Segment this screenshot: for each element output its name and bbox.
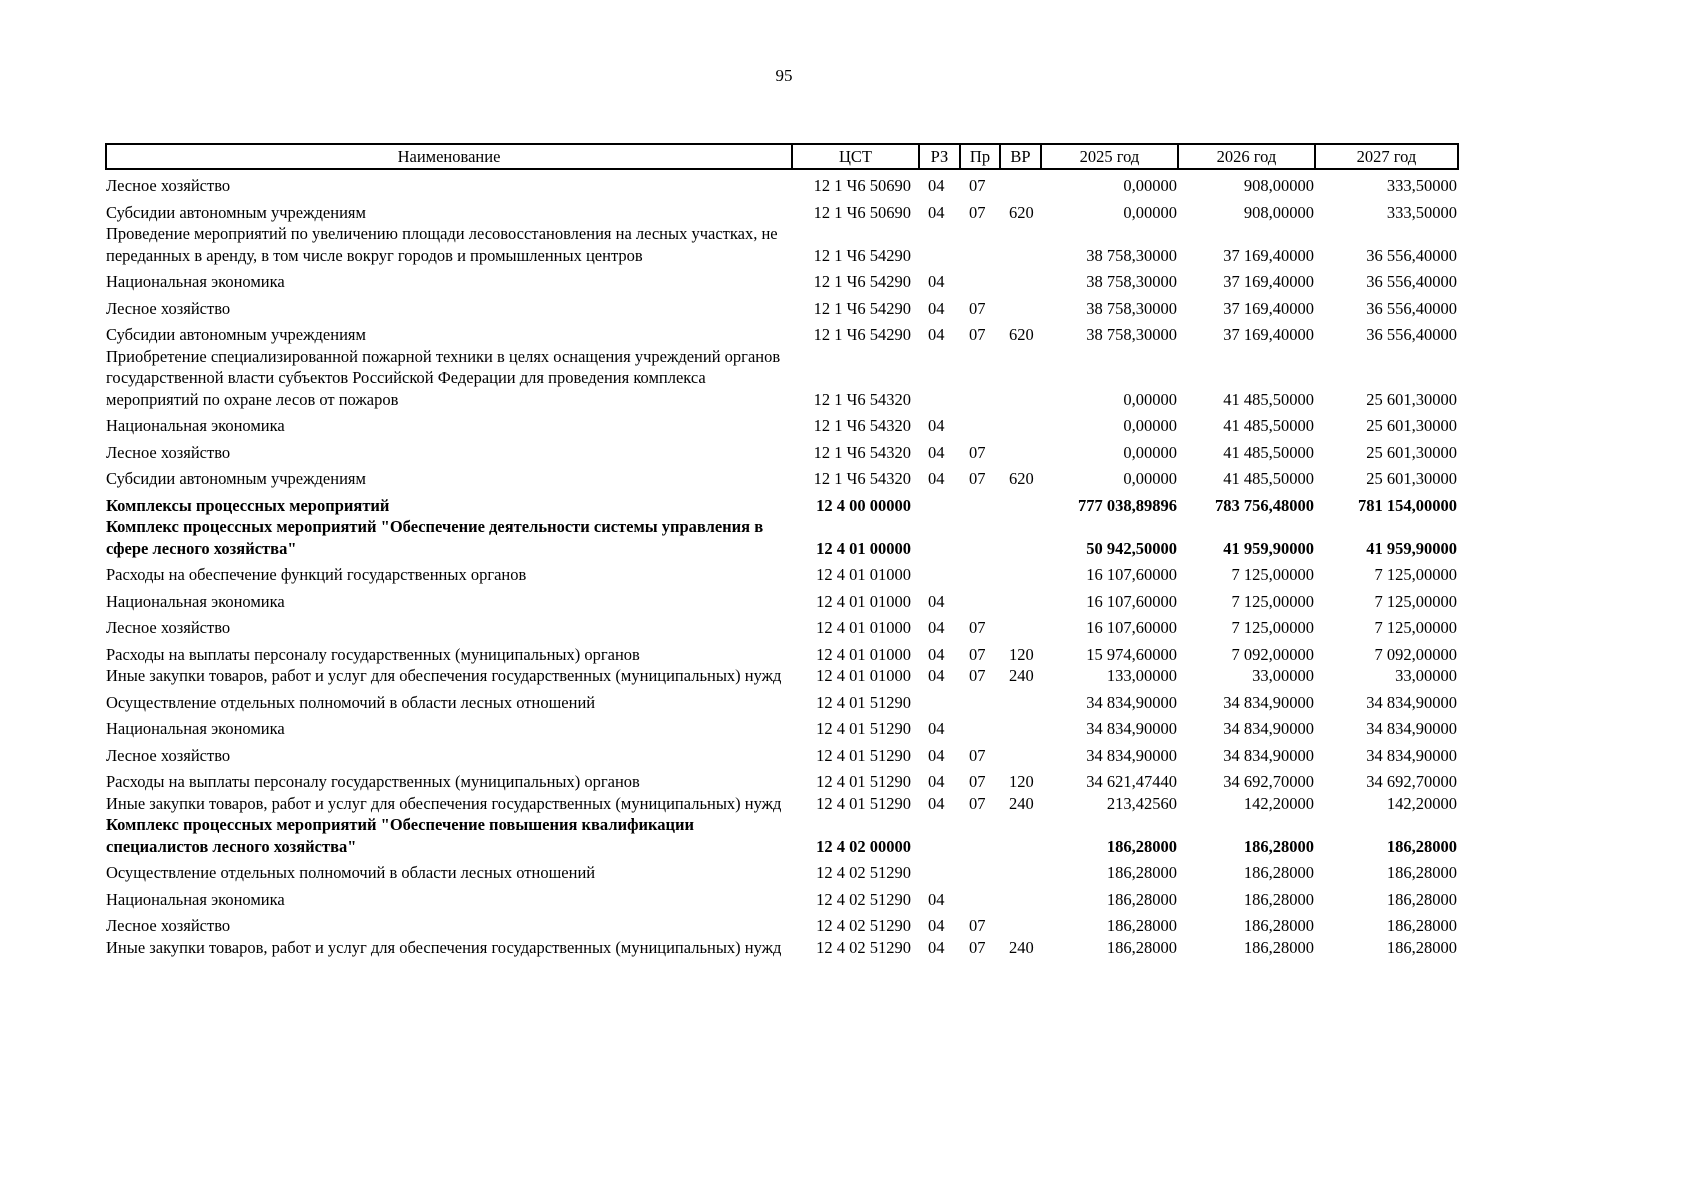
row-vr <box>1000 612 1041 639</box>
row-vr <box>1000 740 1041 767</box>
row-cst: 12 4 01 01000 <box>816 591 911 611</box>
row-rz: 04 <box>928 937 945 957</box>
table-row <box>106 639 1458 666</box>
row-name: Лесное хозяйство <box>106 298 231 318</box>
row-cst: 12 4 02 51290 <box>816 937 911 957</box>
row-rz: 04 <box>928 469 945 488</box>
row-value-2025: 186,28000 <box>1106 916 1177 935</box>
row-value-2027: 34 834,90000 <box>1366 745 1457 765</box>
table-row <box>106 857 1458 884</box>
row-value-2026: 908,00000 <box>1243 202 1314 222</box>
row-value-2025: 38 758,30000 <box>1086 272 1177 291</box>
row-value-2026: 37 169,40000 <box>1223 298 1314 318</box>
page-number: 95 <box>775 66 793 85</box>
table-row <box>106 884 1458 911</box>
row-cst: 12 1 Ч6 50690 <box>813 176 911 195</box>
row-rz <box>919 559 960 586</box>
row-value-2027: 7 125,00000 <box>1374 618 1457 637</box>
row-value-2025: 133,00000 <box>1106 666 1177 685</box>
row-cst: 12 4 01 00000 <box>816 538 911 558</box>
row-cst: 12 4 01 51290 <box>816 719 911 738</box>
row-name: Национальная экономика <box>106 416 285 435</box>
row-value-2025: 186,28000 <box>1106 836 1177 856</box>
row-value-2027: 34 692,70000 <box>1366 772 1457 791</box>
row-value-2025: 38 758,30000 <box>1086 298 1177 318</box>
row-rz: 04 <box>928 916 945 935</box>
row-rz: 04 <box>928 666 945 685</box>
row-vr: 620 <box>1009 202 1034 222</box>
row-cst: 12 1 Ч6 54290 <box>813 245 911 265</box>
row-name: Расходы на обеспечение функций государственных органов <box>106 565 527 584</box>
row-value-2025: 186,28000 <box>1106 937 1177 957</box>
row-pr: 07 <box>969 745 986 765</box>
row-cst: 12 1 Ч6 54320 <box>813 469 911 488</box>
row-vr <box>1000 687 1041 714</box>
row-name: Лесное хозяйство <box>106 745 231 765</box>
row-pr <box>960 713 1000 740</box>
row-vr <box>1000 814 1041 857</box>
table-row <box>106 766 1458 793</box>
row-value-2025: 213,42560 <box>1106 793 1177 813</box>
row-pr <box>960 490 1000 517</box>
row-pr: 07 <box>969 618 986 637</box>
table-row <box>106 266 1458 293</box>
row-rz: 04 <box>928 442 945 462</box>
row-value-2027: 186,28000 <box>1386 863 1457 882</box>
row-rz: 04 <box>928 889 945 909</box>
row-value-2025: 0,00000 <box>1123 202 1177 222</box>
row-value-2026: 783 756,48000 <box>1215 495 1314 515</box>
row-rz <box>919 346 960 411</box>
table-row <box>106 687 1458 714</box>
row-value-2027: 7 125,00000 <box>1374 565 1457 584</box>
row-rz: 04 <box>928 719 945 738</box>
row-vr <box>1000 223 1041 266</box>
row-vr: 120 <box>1009 772 1034 791</box>
table-row <box>106 910 1458 937</box>
row-vr: 620 <box>1009 469 1034 488</box>
row-cst: 12 1 Ч6 54320 <box>813 442 911 462</box>
row-rz <box>919 223 960 266</box>
row-rz: 04 <box>928 202 945 222</box>
row-value-2025: 0,00000 <box>1123 416 1177 435</box>
row-value-2025: 34 834,90000 <box>1086 745 1177 765</box>
table-row <box>106 319 1458 346</box>
table-row <box>106 612 1458 639</box>
header-name: Наименование <box>106 144 792 169</box>
row-value-2026: 41 485,50000 <box>1223 389 1314 409</box>
header-vr: ВР <box>1000 144 1041 169</box>
row-name: Лесное хозяйство <box>106 176 231 195</box>
row-vr: 620 <box>1009 325 1034 344</box>
row-pr <box>960 266 1000 293</box>
row-vr <box>1000 169 1041 197</box>
row-value-2026: 33,00000 <box>1252 666 1314 685</box>
row-value-2025: 0,00000 <box>1123 176 1177 195</box>
row-rz: 04 <box>928 298 945 318</box>
row-name: Комплекс процессных мероприятий "Обеспечение повышения квалификации специалистов лесного хозяйства" <box>106 815 695 856</box>
row-pr: 07 <box>969 325 986 344</box>
table-row <box>106 559 1458 586</box>
row-cst: 12 4 01 01000 <box>816 666 911 685</box>
table-body <box>106 169 1458 958</box>
row-cst: 12 4 01 01000 <box>816 618 911 637</box>
row-rz: 04 <box>928 272 945 291</box>
row-value-2027: 34 834,90000 <box>1366 719 1457 738</box>
row-value-2027: 36 556,40000 <box>1366 325 1457 344</box>
row-rz: 04 <box>928 591 945 611</box>
header-rz: РЗ <box>919 144 960 169</box>
row-value-2026: 41 485,50000 <box>1223 416 1314 435</box>
row-value-2027: 186,28000 <box>1386 889 1457 909</box>
row-value-2027: 36 556,40000 <box>1366 298 1457 318</box>
row-value-2027: 33,00000 <box>1395 666 1457 685</box>
row-rz <box>919 814 960 857</box>
row-cst: 12 4 02 00000 <box>816 836 911 856</box>
budget-table <box>105 143 1459 958</box>
row-value-2027: 36 556,40000 <box>1366 272 1457 291</box>
row-value-2027: 186,28000 <box>1386 836 1457 856</box>
row-cst: 12 4 02 51290 <box>816 916 911 935</box>
header-2027: 2027 год <box>1315 144 1458 169</box>
row-value-2026: 908,00000 <box>1243 176 1314 195</box>
row-value-2027: 186,28000 <box>1386 916 1457 935</box>
row-name: Субсидии автономным учреждениям <box>106 325 366 344</box>
row-name: Лесное хозяйство <box>106 916 231 935</box>
row-pr <box>960 586 1000 613</box>
row-value-2026: 37 169,40000 <box>1223 325 1314 344</box>
row-name: Субсидии автономным учреждениям <box>106 202 366 222</box>
row-pr: 07 <box>969 442 986 462</box>
row-value-2026: 37 169,40000 <box>1223 272 1314 291</box>
table-row <box>106 223 1458 266</box>
row-value-2026: 41 959,90000 <box>1223 538 1314 558</box>
row-value-2025: 0,00000 <box>1123 442 1177 462</box>
row-value-2026: 7 125,00000 <box>1231 618 1314 637</box>
row-vr <box>1000 884 1041 911</box>
row-vr: 240 <box>1009 937 1034 957</box>
row-value-2026: 7 125,00000 <box>1231 591 1314 611</box>
row-cst: 12 4 02 51290 <box>816 863 911 882</box>
row-value-2025: 16 107,60000 <box>1086 591 1177 611</box>
row-pr: 07 <box>969 469 986 488</box>
row-cst: 12 4 01 51290 <box>816 692 911 712</box>
row-value-2026: 186,28000 <box>1243 863 1314 882</box>
row-value-2027: 333,50000 <box>1386 202 1457 222</box>
row-vr <box>1000 857 1041 884</box>
row-name: Национальная экономика <box>106 272 285 291</box>
row-value-2026: 37 169,40000 <box>1223 245 1314 265</box>
row-rz <box>919 857 960 884</box>
row-value-2025: 38 758,30000 <box>1086 325 1177 344</box>
header-cst: ЦСТ <box>792 144 919 169</box>
row-rz: 04 <box>928 644 945 664</box>
row-cst: 12 4 01 51290 <box>816 793 911 813</box>
table-row <box>106 169 1458 197</box>
row-value-2025: 186,28000 <box>1106 863 1177 882</box>
row-rz <box>919 516 960 559</box>
row-pr <box>960 410 1000 437</box>
row-cst: 12 4 01 51290 <box>816 745 911 765</box>
row-value-2027: 41 959,90000 <box>1366 538 1457 558</box>
row-vr <box>1000 910 1041 937</box>
row-pr: 07 <box>969 937 986 957</box>
row-rz: 04 <box>928 416 945 435</box>
row-name: Приобретение специализированной пожарной техники в целях оснащения учреждений органов государственной власти субъектов Российской Федерации для проведения комплекса мероприятий по охране лесов от пожаров <box>106 346 781 409</box>
row-cst: 12 1 Ч6 54290 <box>813 272 911 291</box>
row-vr <box>1000 437 1041 464</box>
row-value-2025: 777 038,89896 <box>1078 495 1177 515</box>
row-name: Национальная экономика <box>106 591 285 611</box>
row-name: Лесное хозяйство <box>106 618 231 637</box>
row-value-2027: 25 601,30000 <box>1366 442 1457 462</box>
row-cst: 12 4 01 01000 <box>816 565 911 584</box>
row-value-2025: 34 834,90000 <box>1086 719 1177 738</box>
row-name: Проведение мероприятий по увеличению площади лесовосстановления на лесных участках, не переданных в аренду, в том числе вокруг городов и промышленных центров <box>106 224 778 265</box>
table-row <box>106 346 1458 411</box>
row-name: Расходы на выплаты персоналу государственных (муниципальных) органов <box>106 644 640 664</box>
row-vr <box>1000 410 1041 437</box>
table-row <box>106 197 1458 224</box>
row-pr: 07 <box>969 666 986 685</box>
row-vr <box>1000 266 1041 293</box>
table-row <box>106 740 1458 767</box>
row-name: Иные закупки товаров, работ и услуг для обеспечения государственных (муниципальных) нужд <box>106 793 782 813</box>
table-row <box>106 463 1458 490</box>
row-pr <box>960 857 1000 884</box>
row-cst: 12 1 Ч6 54290 <box>813 325 911 344</box>
table-row <box>106 490 1458 517</box>
row-pr <box>960 346 1000 411</box>
row-rz <box>919 687 960 714</box>
table-header-row <box>106 144 1458 169</box>
row-name: Иные закупки товаров, работ и услуг для обеспечения государственных (муниципальных) нужд <box>106 666 782 685</box>
row-value-2027: 186,28000 <box>1386 937 1457 957</box>
row-rz: 04 <box>928 618 945 637</box>
row-pr <box>960 516 1000 559</box>
row-value-2025: 34 621,47440 <box>1086 772 1177 791</box>
row-cst: 12 4 01 01000 <box>816 644 911 664</box>
row-value-2026: 142,20000 <box>1243 793 1314 813</box>
row-name: Осуществление отдельных полномочий в области лесных отношений <box>106 863 596 882</box>
row-rz <box>919 490 960 517</box>
row-value-2027: 781 154,00000 <box>1358 495 1457 515</box>
row-cst: 12 4 02 51290 <box>816 889 911 909</box>
row-name: Осуществление отдельных полномочий в области лесных отношений <box>106 692 596 712</box>
row-vr <box>1000 293 1041 320</box>
row-name: Расходы на выплаты персоналу государственных (муниципальных) органов <box>106 772 640 791</box>
row-value-2026: 186,28000 <box>1243 889 1314 909</box>
row-value-2025: 34 834,90000 <box>1086 692 1177 712</box>
table-row <box>106 516 1458 559</box>
row-name: Национальная экономика <box>106 719 285 738</box>
row-pr: 07 <box>969 176 986 195</box>
row-pr: 07 <box>969 793 986 813</box>
row-vr <box>1000 559 1041 586</box>
row-value-2025: 16 107,60000 <box>1086 565 1177 584</box>
row-value-2027: 333,50000 <box>1386 176 1457 195</box>
table-row <box>106 293 1458 320</box>
row-rz: 04 <box>928 325 945 344</box>
row-cst: 12 4 01 51290 <box>816 772 911 791</box>
row-pr: 07 <box>969 772 986 791</box>
header-2025: 2025 год <box>1041 144 1178 169</box>
row-rz: 04 <box>928 176 945 195</box>
table-row <box>106 437 1458 464</box>
table-row <box>106 665 1458 687</box>
row-value-2027: 25 601,30000 <box>1366 416 1457 435</box>
row-name: Субсидии автономным учреждениям <box>106 469 366 488</box>
row-cst: 12 4 00 00000 <box>816 495 911 515</box>
row-value-2026: 186,28000 <box>1243 916 1314 935</box>
row-value-2027: 34 834,90000 <box>1366 692 1457 712</box>
row-rz: 04 <box>928 772 945 791</box>
row-vr <box>1000 713 1041 740</box>
row-pr <box>960 814 1000 857</box>
row-name: Иные закупки товаров, работ и услуг для обеспечения государственных (муниципальных) нужд <box>106 937 782 957</box>
row-value-2026: 41 485,50000 <box>1223 469 1314 488</box>
row-value-2025: 38 758,30000 <box>1086 245 1177 265</box>
row-pr <box>960 223 1000 266</box>
row-vr <box>1000 516 1041 559</box>
row-value-2027: 7 125,00000 <box>1374 591 1457 611</box>
row-value-2026: 186,28000 <box>1243 836 1314 856</box>
table-row <box>106 410 1458 437</box>
row-cst: 12 1 Ч6 54320 <box>813 416 911 435</box>
row-cst: 12 1 Ч6 54290 <box>813 298 911 318</box>
row-value-2026: 186,28000 <box>1243 937 1314 957</box>
table-row <box>106 586 1458 613</box>
row-pr <box>960 559 1000 586</box>
row-value-2026: 41 485,50000 <box>1223 442 1314 462</box>
table-row <box>106 814 1458 857</box>
row-value-2025: 0,00000 <box>1123 469 1177 488</box>
row-vr <box>1000 490 1041 517</box>
row-value-2025: 50 942,50000 <box>1086 538 1177 558</box>
row-pr: 07 <box>969 298 986 318</box>
row-vr: 240 <box>1009 793 1034 813</box>
row-name: Комплекс процессных мероприятий "Обеспечение деятельности системы управления в сфере лесного хозяйства" <box>106 517 764 558</box>
row-pr: 07 <box>969 202 986 222</box>
row-value-2027: 25 601,30000 <box>1366 469 1457 488</box>
row-value-2027: 36 556,40000 <box>1366 245 1457 265</box>
row-vr <box>1000 586 1041 613</box>
row-rz: 04 <box>928 793 945 813</box>
row-value-2025: 15 974,60000 <box>1086 644 1177 664</box>
row-pr <box>960 884 1000 911</box>
row-value-2025: 186,28000 <box>1106 889 1177 909</box>
row-value-2026: 34 692,70000 <box>1223 772 1314 791</box>
header-pr: Пр <box>960 144 1000 169</box>
row-value-2025: 0,00000 <box>1123 389 1177 409</box>
row-pr <box>960 687 1000 714</box>
row-value-2027: 25 601,30000 <box>1366 389 1457 409</box>
row-vr <box>1000 346 1041 411</box>
row-cst: 12 1 Ч6 50690 <box>813 202 911 222</box>
row-value-2026: 34 834,90000 <box>1223 745 1314 765</box>
row-value-2026: 7 125,00000 <box>1231 565 1314 584</box>
table-row <box>106 937 1458 959</box>
row-value-2026: 7 092,00000 <box>1231 644 1314 664</box>
table-row <box>106 793 1458 815</box>
row-pr: 07 <box>969 644 986 664</box>
row-value-2026: 34 834,90000 <box>1223 692 1314 712</box>
row-vr: 240 <box>1009 666 1034 685</box>
row-value-2026: 34 834,90000 <box>1223 719 1314 738</box>
row-value-2027: 142,20000 <box>1386 793 1457 813</box>
row-value-2025: 16 107,60000 <box>1086 618 1177 637</box>
row-rz: 04 <box>928 745 945 765</box>
row-vr: 120 <box>1009 644 1034 664</box>
row-cst: 12 1 Ч6 54320 <box>813 389 911 409</box>
row-name: Лесное хозяйство <box>106 442 231 462</box>
row-name: Комплексы процессных мероприятий <box>106 495 390 515</box>
row-pr: 07 <box>969 916 986 935</box>
row-name: Национальная экономика <box>106 889 285 909</box>
header-2026: 2026 год <box>1178 144 1315 169</box>
row-value-2027: 7 092,00000 <box>1374 644 1457 664</box>
table-row <box>106 713 1458 740</box>
